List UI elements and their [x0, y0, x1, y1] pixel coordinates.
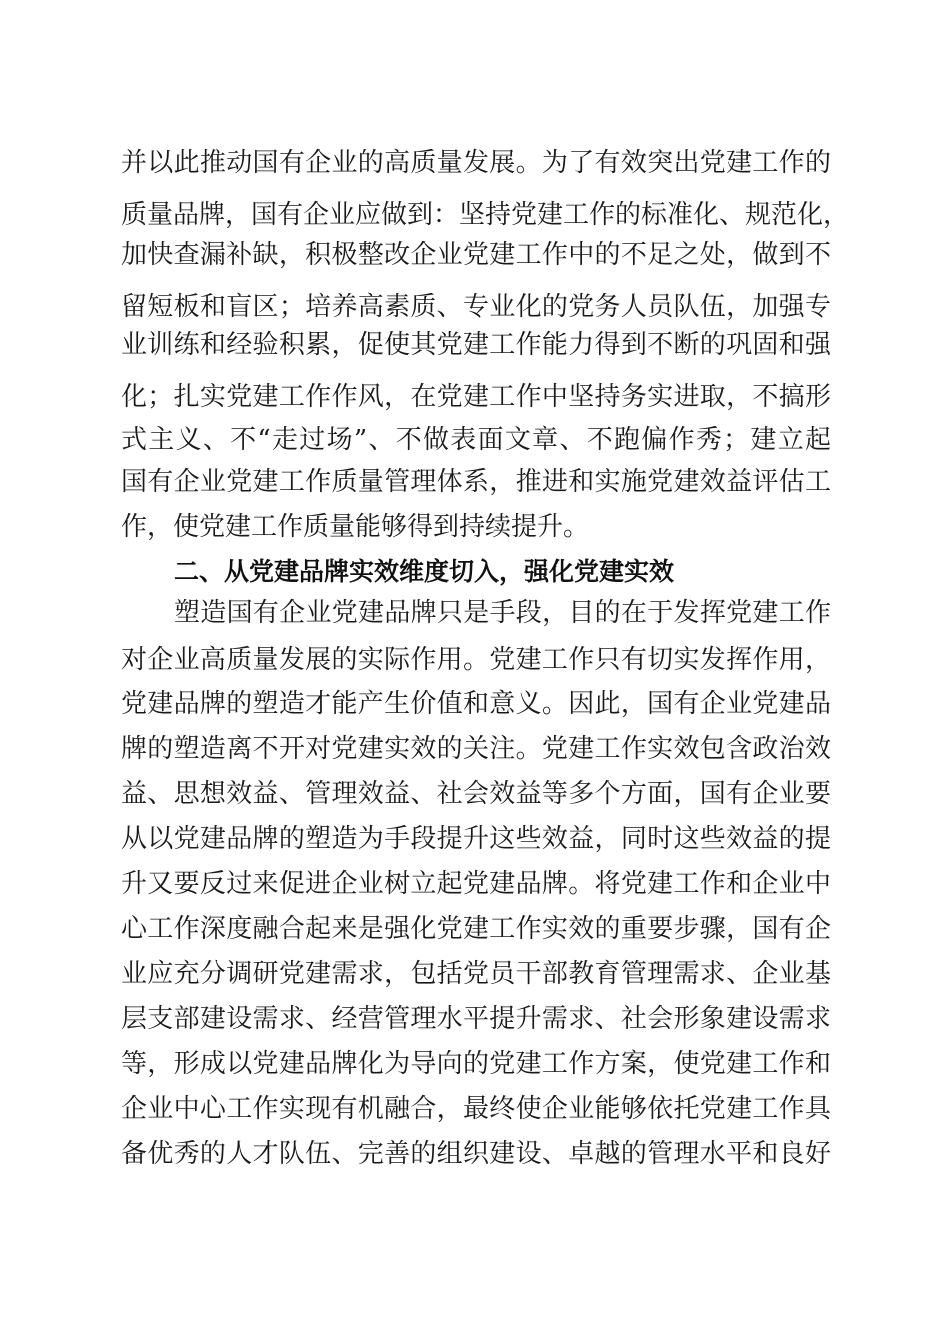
text-line: 式主义、不“走过场”、不做表面文章、不跑偏作秀；建立起 — [121, 425, 831, 455]
text-line: 加快查漏补缺，积极整改企业党建工作中的不足之处，做到不 — [121, 240, 831, 270]
text-line: 业应充分调研党建需求，包括党员干部教育管理需求、企业基 — [121, 959, 831, 989]
text-line: 党建品牌的塑造才能产生价值和意义。因此，国有企业党建品 — [121, 689, 831, 719]
text-line: 留短板和盲区；培养高素质、专业化的党务人员队伍，加强专 — [121, 292, 831, 322]
text-line: 塑造国有企业党建品牌只是手段，目的在于发挥党建工作 — [174, 598, 831, 628]
text-line: 质量品牌，国有企业应做到：坚持党建工作的标准化、规范化， — [121, 200, 850, 230]
text-line: 作，使党建工作质量能够得到持续提升。 — [121, 512, 590, 542]
section-heading: 二、从党建品牌实效维度切入，强化党建实效 — [174, 557, 675, 586]
text-line: 牌的塑造离不开对党建实效的关注。党建工作实效包含政治效 — [121, 734, 831, 764]
text-line: 化；扎实党建工作作风，在党建工作中坚持务实进取，不搞形 — [121, 382, 831, 412]
text-line: 层支部建设需求、经营管理水平提升需求、社会形象建设需求 — [121, 1004, 831, 1034]
text-line: 等，形成以党建品牌化为导向的党建工作方案，使党建工作和 — [121, 1049, 831, 1079]
text-line: 并以此推动国有企业的高质量发展。为了有效突出党建工作的 — [121, 148, 831, 178]
text-line: 心工作深度融合起来是强化党建工作实效的重要步骤，国有企 — [121, 914, 831, 944]
text-line: 企业中心工作实现有机融合，最终使企业能够依托党建工作具 — [121, 1094, 831, 1124]
text-line: 从以党建品牌的塑造为手段提升这些效益，同时这些效益的提 — [121, 824, 831, 854]
text-line: 备优秀的人才队伍、完善的组织建设、卓越的管理水平和良好 — [121, 1139, 831, 1169]
text-line: 对企业高质量发展的实际作用。党建工作只有切实发挥作用， — [121, 645, 831, 675]
text-line: 国有企业党建工作质量管理体系，推进和实施党建效益评估工 — [121, 467, 831, 497]
text-line: 益、思想效益、管理效益、社会效益等多个方面，国有企业要 — [121, 779, 831, 809]
text-line: 业训练和经验积累，促使其党建工作能力得到不断的巩固和强 — [121, 330, 831, 360]
text-line: 升又要反过来促进企业树立起党建品牌。将党建工作和企业中 — [121, 869, 831, 899]
